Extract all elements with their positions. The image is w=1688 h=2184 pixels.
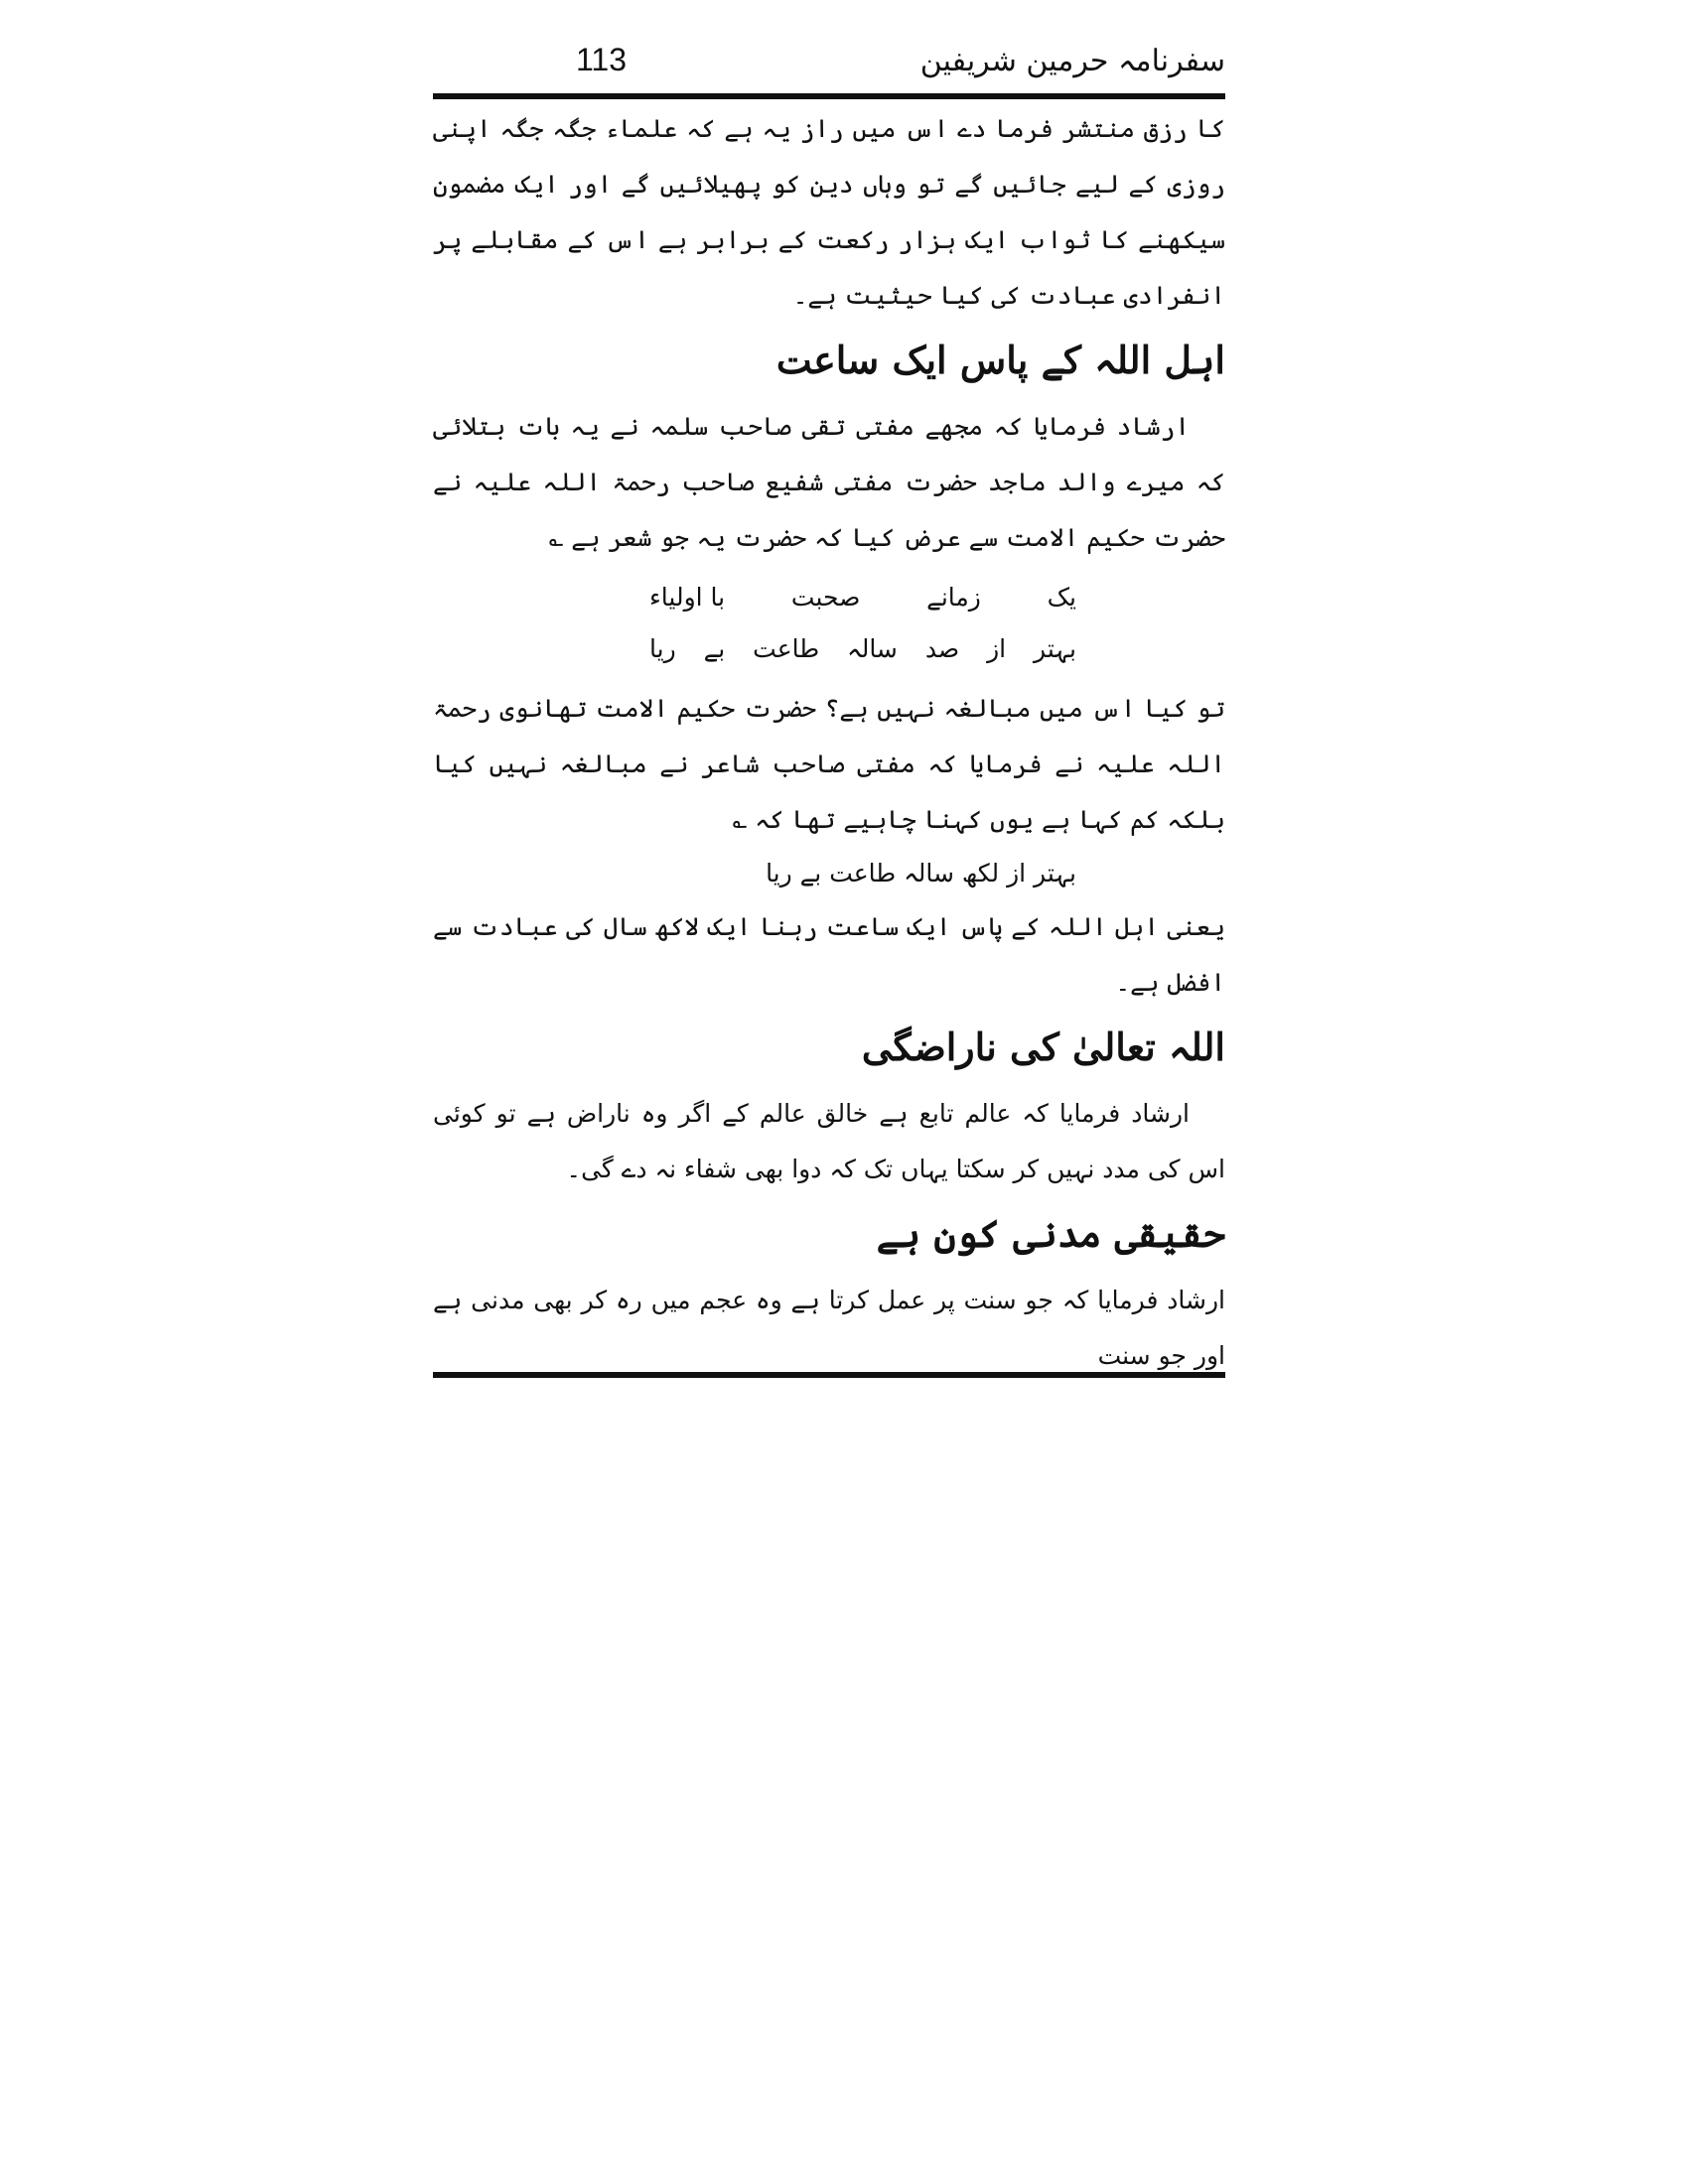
paragraph-6: ارشاد فرمایا کہ جو سنت پر عمل کرتا ہے وہ عجم میں رہ کر بھی مدنی ہے اور جو سنت (433, 1286, 1225, 1370)
couplet-word: یک (1047, 583, 1076, 612)
couplet-word: صد (924, 634, 960, 663)
couplet-word: از (987, 634, 1007, 663)
couplet-word: طاعت (753, 634, 820, 663)
header-rule (433, 93, 1225, 99)
couplet-word: زمانے (926, 583, 981, 612)
page-body (433, 101, 1225, 1384)
couplet-word: بہتر (1034, 634, 1076, 663)
paragraph-4: یعنی اہل اللہ کے پاس ایک ساعت رہنا ایک لاکھ سال کی عبادت سے افضل ہے۔ (433, 912, 1225, 997)
section-heading-2: اللہ تعالیٰ کی ناراضگی (861, 1024, 1225, 1069)
couplet-word: صحبت (790, 583, 861, 612)
page-number: 113 (576, 42, 628, 77)
paragraph-1: کا رزق منتشر فرما دے اس میں راز یہ ہے کہ علماء جگہ جگہ اپنی روزی کے لیے جائیں گے تو وہاں دین کو پھیلائیں گے اور ایک مضمون سیکھنے کا ثواب ایک ہزار رکعت کے برابر ہے اس کے مقابلے پر انفرادی عبادت کی کیا حیثیت ہے۔ (433, 114, 1225, 310)
footer-rule (433, 1372, 1225, 1378)
paragraph-5: ارشاد فرمایا کہ عالم تابع ہے خالق عالم کے اگر وہ ناراض ہے تو کوئی اس کی مدد نہیں کر سکتا یہاں تک کہ دوا بھی شفاء نہ دے گی۔ (433, 1099, 1225, 1183)
couplet-word: ریا (649, 634, 676, 663)
paragraph-2: ارشاد فرمایا کہ مجھے مفتی تقی صاحب سلمہ نے یہ بات بتلائی کہ میرے والد ماجد حضرت مفتی شفیع صاحب رحمۃ اللہ علیہ نے حضرت حکیم الامت سے عرض کیا کہ حضرت یہ جو شعر ہے ؎ (433, 412, 1225, 552)
book-title: سفرنامہ حرمین شریفین (919, 44, 1225, 78)
book-page (433, 40, 1225, 1390)
couplet-word: سالہ (847, 634, 898, 663)
persian-couplet (649, 572, 1076, 675)
couplet-word: بے (703, 634, 726, 663)
couplet-line-1 (649, 572, 1076, 623)
couplet-word: با اولیاء (649, 583, 726, 612)
section-heading-3: حقیقی مدنی کون ہے (876, 1211, 1225, 1256)
paragraph-3: تو کیا اس میں مبالغہ نہیں ہے؟ حضرت حکیم الامت تھانوی رحمۃ اللہ علیہ نے فرمایا کہ مفتی صاحب شاعر نے مبالغہ نہیں کیا بلکہ کم کہا ہے یوں کہنا چاہیے تھا کہ ؎ (433, 694, 1225, 834)
verse-line: بہتر از لکھ سالہ طاعت بے ریا (766, 859, 1076, 887)
couplet-line-2 (649, 623, 1076, 675)
section-heading-1: اہل اللہ کے پاس ایک ساعت (775, 338, 1225, 382)
page-header (433, 40, 1225, 89)
